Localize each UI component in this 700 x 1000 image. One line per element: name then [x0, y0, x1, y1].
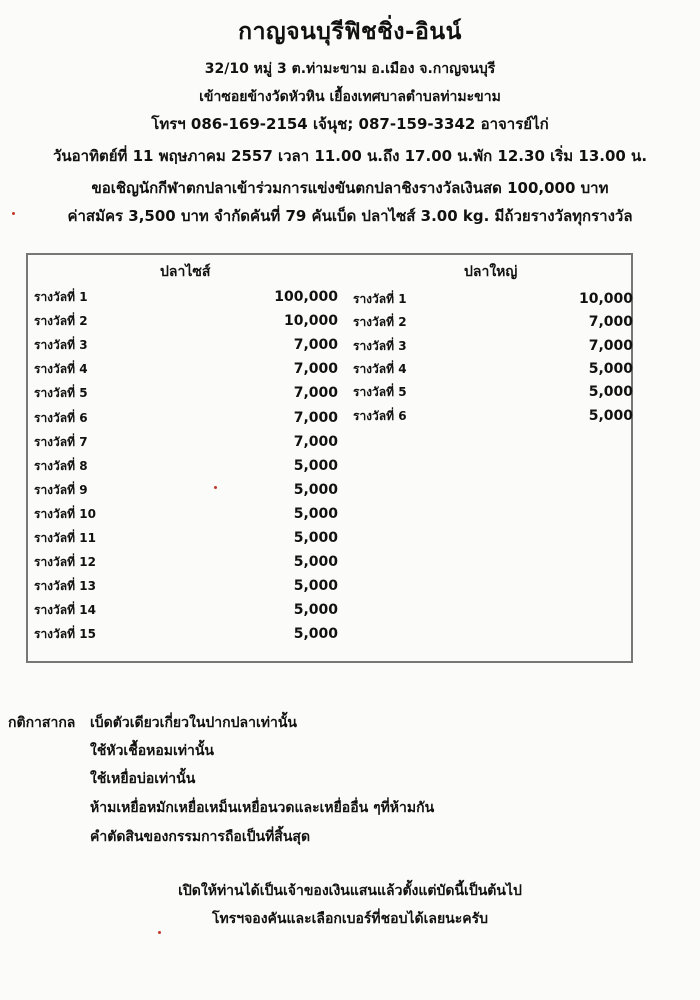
prize-rank: รางวัลที่ 12 [34, 555, 96, 570]
ink-speck [158, 931, 161, 934]
prize-row [34, 433, 338, 452]
prize-row [353, 360, 633, 379]
prize-amount: 5,000 [293, 578, 338, 595]
prize-table [26, 253, 633, 663]
prize-amount: 7,000 [293, 361, 338, 378]
prize-row [34, 409, 338, 428]
ink-speck [214, 486, 217, 489]
ink-speck [12, 212, 15, 215]
prize-row [353, 313, 633, 332]
prize-amount: 5,000 [293, 505, 338, 522]
prize-amount: 7,000 [293, 433, 338, 450]
prize-rank: รางวัลที่ 4 [353, 361, 407, 376]
rule-item: คำตัดสินของกรรมการถือเป็นที่สิ้นสุด [90, 829, 311, 845]
prize-row [34, 577, 338, 596]
prize-row [353, 407, 633, 426]
prize-rank: รางวัลที่ 9 [34, 482, 88, 497]
prize-row [34, 360, 338, 379]
prize-rank: รางวัลที่ 2 [353, 315, 407, 330]
directions-line: เข้าซอยข้างวัดหัวหิน เยื้องเทศบาลตำบลท่ามะขาม [199, 89, 501, 105]
prize-amount: 10,000 [283, 313, 338, 330]
prize-row [34, 336, 338, 355]
prize-amount: 7,000 [588, 337, 633, 354]
rule-item: ใช้เหยื่อบ่อเท่านั้น [90, 771, 196, 787]
prize-row [34, 288, 338, 307]
prize-rank: รางวัลที่ 5 [353, 385, 407, 400]
prize-amount: 5,000 [588, 360, 633, 377]
prize-row [34, 625, 338, 644]
prize-amount: 7,000 [293, 337, 338, 354]
prize-amount: 100,000 [274, 289, 338, 305]
big-fish-heading: ปลาใหญ่ [464, 264, 518, 280]
prize-amount: 5,000 [588, 407, 633, 424]
prize-amount: 5,000 [588, 384, 633, 401]
prize-amount: 10,000 [578, 291, 633, 307]
prize-amount: 5,000 [293, 554, 338, 571]
phone-line: โทรฯ 086-169-2154 เจ้นุช; 087-159-3342 อาจารย์ไก่ [151, 115, 549, 133]
prize-rank: รางวัลที่ 6 [34, 410, 88, 425]
size-fish-heading: ปลาไซส์ [160, 264, 211, 280]
rule-item: ใช้หัวเชื้อหอมเท่านั้น [90, 743, 215, 759]
prize-rank: รางวัลที่ 8 [34, 458, 88, 473]
prize-rank: รางวัลที่ 1 [34, 290, 88, 304]
prize-rank: รางวัลที่ 4 [34, 362, 88, 377]
schedule-line: วันอาทิตย์ที่ 11 พฤษภาคม 2557 เวลา 11.00 น.ถึง 17.00 น.พัก 12.30 เริ่ม 13.00 น. [52, 147, 648, 165]
prize-rank: รางวัลที่ 10 [34, 506, 96, 521]
prize-row [353, 290, 633, 309]
prize-row [34, 601, 338, 620]
prize-rank: รางวัลที่ 7 [34, 434, 88, 449]
prize-amount: 5,000 [293, 530, 338, 546]
prize-rank: รางวัลที่ 14 [34, 603, 96, 618]
prize-row [353, 383, 633, 402]
prize-row [34, 553, 338, 572]
prize-amount: 5,000 [293, 602, 338, 619]
rules-label: กติกาสากล [8, 715, 76, 731]
prize-row [34, 457, 338, 476]
footer-line-2: โทรฯจองคันและเลือกเบอร์ที่ชอบได้เลยนะครับ [211, 911, 489, 927]
prize-row [34, 529, 338, 548]
prize-amount: 5,000 [293, 626, 338, 643]
prize-rank: รางวัลที่ 15 [34, 627, 96, 642]
prize-row [34, 384, 338, 403]
prize-rank: รางวัลที่ 11 [34, 531, 96, 545]
prize-amount: 5,000 [293, 457, 338, 474]
rule-item: ห้ามเหยื่อหมักเหยื่อเหม็นเหยื่อนวดและเหยื่ออื่น ๆที่ห้ามกัน [90, 800, 435, 816]
prize-row [353, 337, 633, 356]
prize-rank: รางวัลที่ 13 [34, 579, 96, 594]
prize-row [34, 505, 338, 524]
footer-line-1: เปิดให้ท่านได้เป็นเจ้าของเงินแสนแล้วตั้งแต่บัดนี้เป็นต้นไป [178, 883, 522, 899]
address-line: 32/10 หมู่ 3 ต.ท่ามะขาม อ.เมือง จ.กาญจนบุรี [204, 61, 496, 77]
prize-rank: รางวัลที่ 5 [34, 386, 88, 401]
rule-item: เบ็ดตัวเดียวเกี่ยวในปากปลาเท่านั้น [90, 715, 297, 731]
prize-amount: 7,000 [293, 385, 338, 402]
prize-amount: 7,000 [293, 409, 338, 426]
fee-line: ค่าสมัคร 3,500 บาท จำกัดคันที่ 79 คันเบ็ด ปลาไซส์ 3.00 kg. มีถ้วยรางวัลทุกรางวัล [67, 207, 633, 225]
prize-amount: 7,000 [588, 314, 633, 331]
prize-rank: รางวัลที่ 1 [353, 292, 407, 306]
prize-rank: รางวัลที่ 6 [353, 408, 407, 423]
prize-row [34, 312, 338, 331]
prize-row [34, 481, 338, 500]
prize-rank: รางวัลที่ 3 [353, 338, 407, 353]
event-title: กาญจนบุรีฟิชชิ่ง-อินน์ [238, 19, 462, 45]
invite-line: ขอเชิญนักกีฬาตกปลาเข้าร่วมการแข่งขันตกปลาชิงรางวัลเงินสด 100,000 บาท [91, 179, 609, 197]
prize-amount: 5,000 [293, 481, 338, 498]
prize-rank: รางวัลที่ 3 [34, 338, 88, 353]
prize-rank: รางวัลที่ 2 [34, 314, 88, 329]
